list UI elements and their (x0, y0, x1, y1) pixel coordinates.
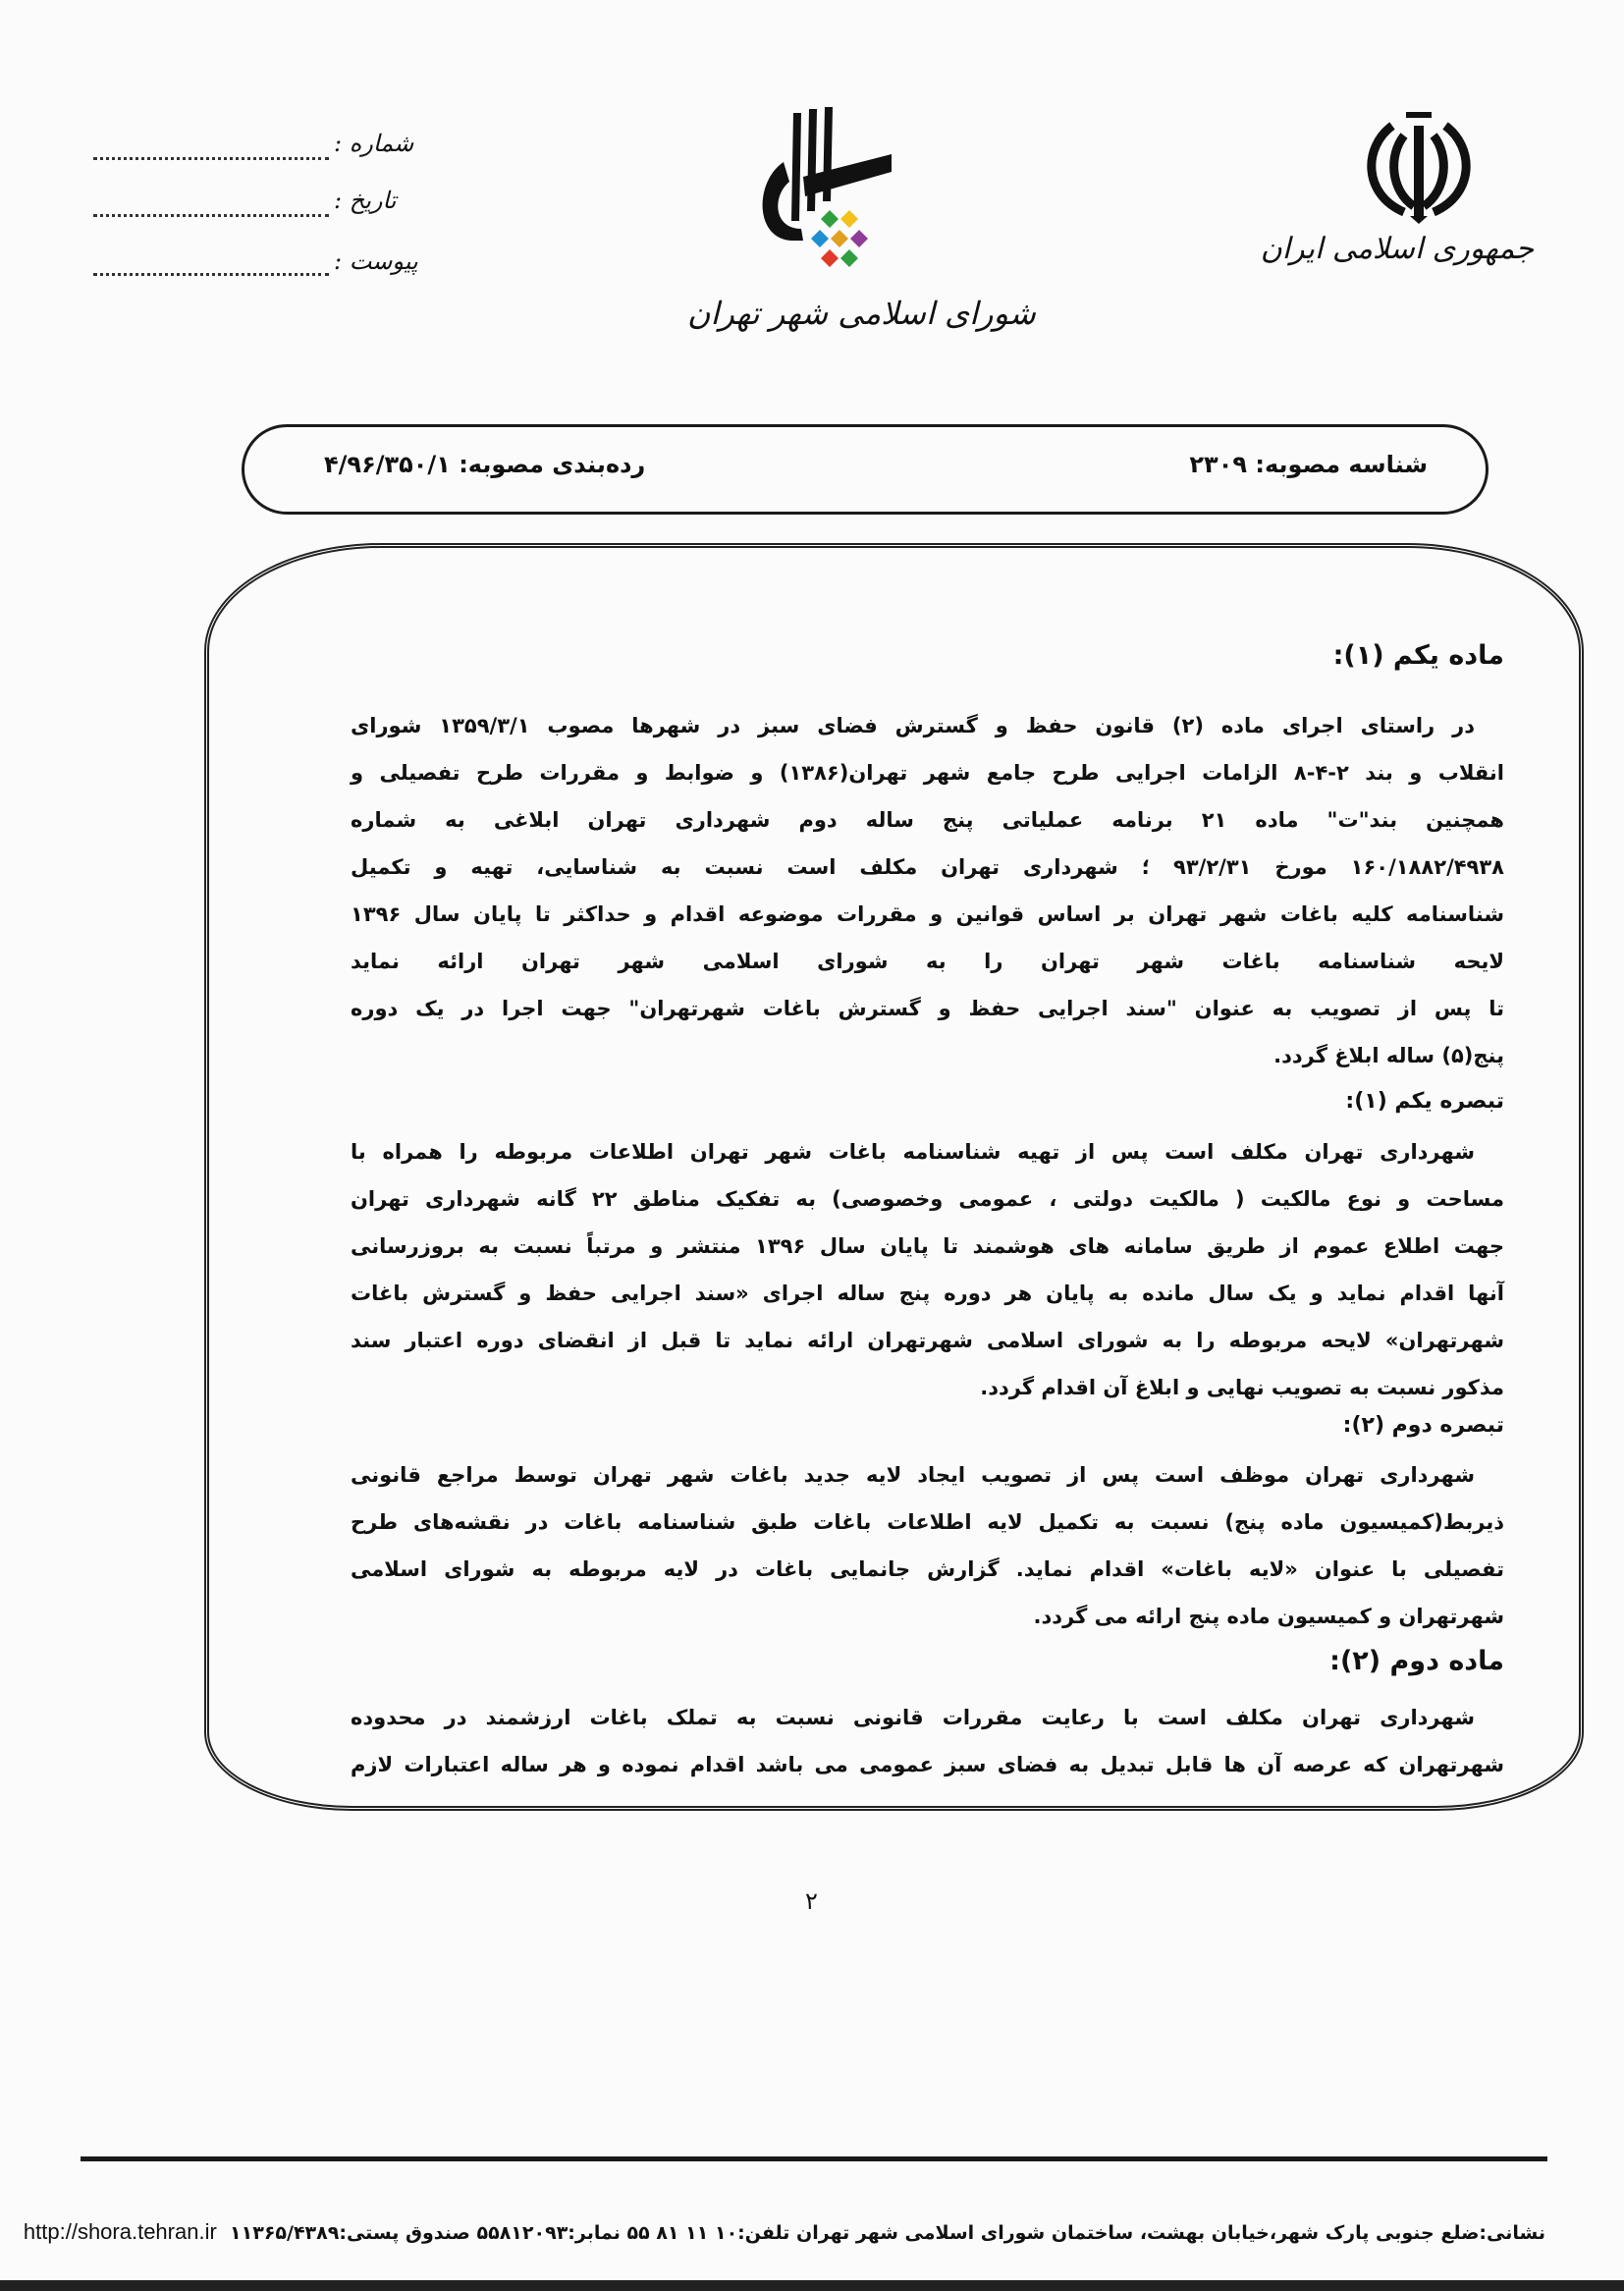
logo-tile (840, 210, 858, 228)
section-heading: تبصره یکم (۱): (1345, 1089, 1504, 1114)
text-line: شهرداری تهران مکلف است پس از تهیه شناسنامه باغات شهر تهران اطلاعات مربوطه را همراه با (351, 1140, 1475, 1164)
text-line: آنها اقدام نماید و یک سال مانده به پایان هر دوره پنج ساله اجرای «سند اجرایی حفظ و گسترش باغات (351, 1282, 1504, 1305)
text-line: جهت اطلاع عموم از طریق سامانه های هوشمند تا پایان سال ۱۳۹۶ منتشر و مرتباً نسبت به بروزرسانی (351, 1234, 1505, 1258)
resolution-classification: رده‌بندی مصوبه: ۴/۹۶/۳۵۰/۱ (324, 451, 646, 478)
attachment-label: پیوست : (334, 247, 418, 275)
text-line: همچنین بند"ت" ماده ۲۱ برنامه عملیاتی پنج ساله دوم شهرداری تهران ابلاغی به شماره (351, 808, 1504, 832)
text-line: تا پس از تصویب به عنوان "سند اجرایی حفظ و گسترش باغات شهرتهران" جهت اجرا در یک دوره (351, 997, 1504, 1020)
section-heading: ماده دوم (۲): (1329, 1646, 1504, 1676)
text-line: در راستای اجرای ماده (۲) قانون حفظ و گسترش فضای سبز در شهرها مصوب ۱۳۵۹/۳/۱ شورای (351, 714, 1475, 737)
logo-tile (831, 230, 848, 247)
text-line: تفصیلی با عنوان «لایه باغات» اقدام نماید. گزارش جانمایی باغات در لایه مربوطه به شورای اسلامی (351, 1557, 1504, 1581)
text-line: شهرداری تهران موظف است پس از تصویب ایجاد لایه جدید باغات شهر تهران توسط مراجع قانونی (351, 1463, 1475, 1487)
logo-tile (811, 230, 829, 247)
text-line: مذکور نسبت به تصویب نهایی و ابلاغ آن اقدام گردد. (980, 1376, 1504, 1399)
text-line: ذیربط(کمیسیون ماده پنج) نسبت به تکمیل لایه اطلاعات باغات طبق شناسنامه باغات در نقشه‌های طرح (351, 1510, 1504, 1534)
number-label: شماره : (334, 130, 414, 157)
text-line: شناسنامه کلیه باغات شهر تهران بر اساس قوانین و مقررات موضوعه اقدام و حداکثر تا پایان سال ۱۳۹۶ (351, 902, 1504, 926)
scan-edge (0, 2280, 1624, 2291)
text-line: مساحت و نوع مالکیت ( مالکیت دولتی ، عمومی وخصوصی) به تفکیک مناطق ۲۲ گانه شهرداری تهران (351, 1187, 1504, 1211)
number-field[interactable] (93, 157, 329, 160)
council-caption: شورای اسلامی شهر تهران (687, 295, 1036, 332)
footer-url[interactable]: http://shora.tehran.ir (23, 2219, 217, 2244)
attachment-field[interactable] (93, 273, 329, 276)
iran-emblem-icon (1345, 108, 1492, 226)
footer-divider (81, 2156, 1547, 2161)
date-field[interactable] (93, 214, 329, 217)
text-line: پنج(۵) ساله ابلاغ گردد. (1273, 1044, 1504, 1067)
tehran-council-logo (744, 103, 921, 290)
text-line: شهرتهران که عرصه آن ها قابل تبدیل به فضای سبز عمومی می باشد اقدام نموده و هر ساله اعتبارات لازم (351, 1753, 1504, 1776)
section-heading: تبصره دوم (۲): (1342, 1413, 1504, 1438)
text-line: ۱۶۰/۱۸۸۲/۴۹۳۸ مورخ ۹۳/۲/۳۱ ؛ شهرداری تهران مکلف است نسبت به شناسایی، تهیه و تکمیل (351, 855, 1505, 879)
text-line: شهرتهران و کمیسیون ماده پنج ارائه می گردد. (1033, 1605, 1504, 1628)
text-line: لایحه شناسنامه باغات شهر تهران را به شورای اسلامی شهر تهران ارائه نماید (351, 950, 1504, 973)
logo-tile (850, 230, 868, 247)
logo-tile (821, 210, 839, 228)
resolution-id: شناسه مصوبه: ۲۳۰۹ (1189, 451, 1428, 478)
date-label: تاریخ : (334, 187, 397, 214)
text-line: شهرداری تهران مکلف است با رعایت مقررات قانونی نسبت به تملک باغات ارزشمند در محدوده (351, 1706, 1475, 1729)
section-heading: ماده یکم (۱): (1332, 640, 1504, 671)
logo-tile (821, 249, 839, 267)
text-line: شهرتهران» لایحه مربوطه را به شورای اسلامی شهرتهران ارائه نماید تا قبل از انقضای دوره اعتبار سند (351, 1329, 1504, 1352)
footer-address-text: نشانی:ضلع جنوبی پارک شهر،خیابان بهشت، ساختمان شورای اسلامی شهر تهران تلفن:۱۰ ۱۱ ۸۱ ۵۵ نمابر:۵۵۸۱۲۰۹۳ صندوق پستی:۱۱۳۶۵/۴۳۸۹ (230, 2222, 1545, 2244)
page-number: ۲ (805, 1887, 818, 1915)
footer-address (24, 2219, 1545, 2245)
emblem-caption: جمهوری اسلامی ایران (1260, 232, 1534, 266)
text-line: انقلاب و بند ۲-۴-۸ الزامات اجرایی طرح جامع شهر تهران(۱۳۸۶) و ضوابط و مقررات طرح تفصیلی و (351, 761, 1505, 785)
logo-tile (840, 249, 858, 267)
